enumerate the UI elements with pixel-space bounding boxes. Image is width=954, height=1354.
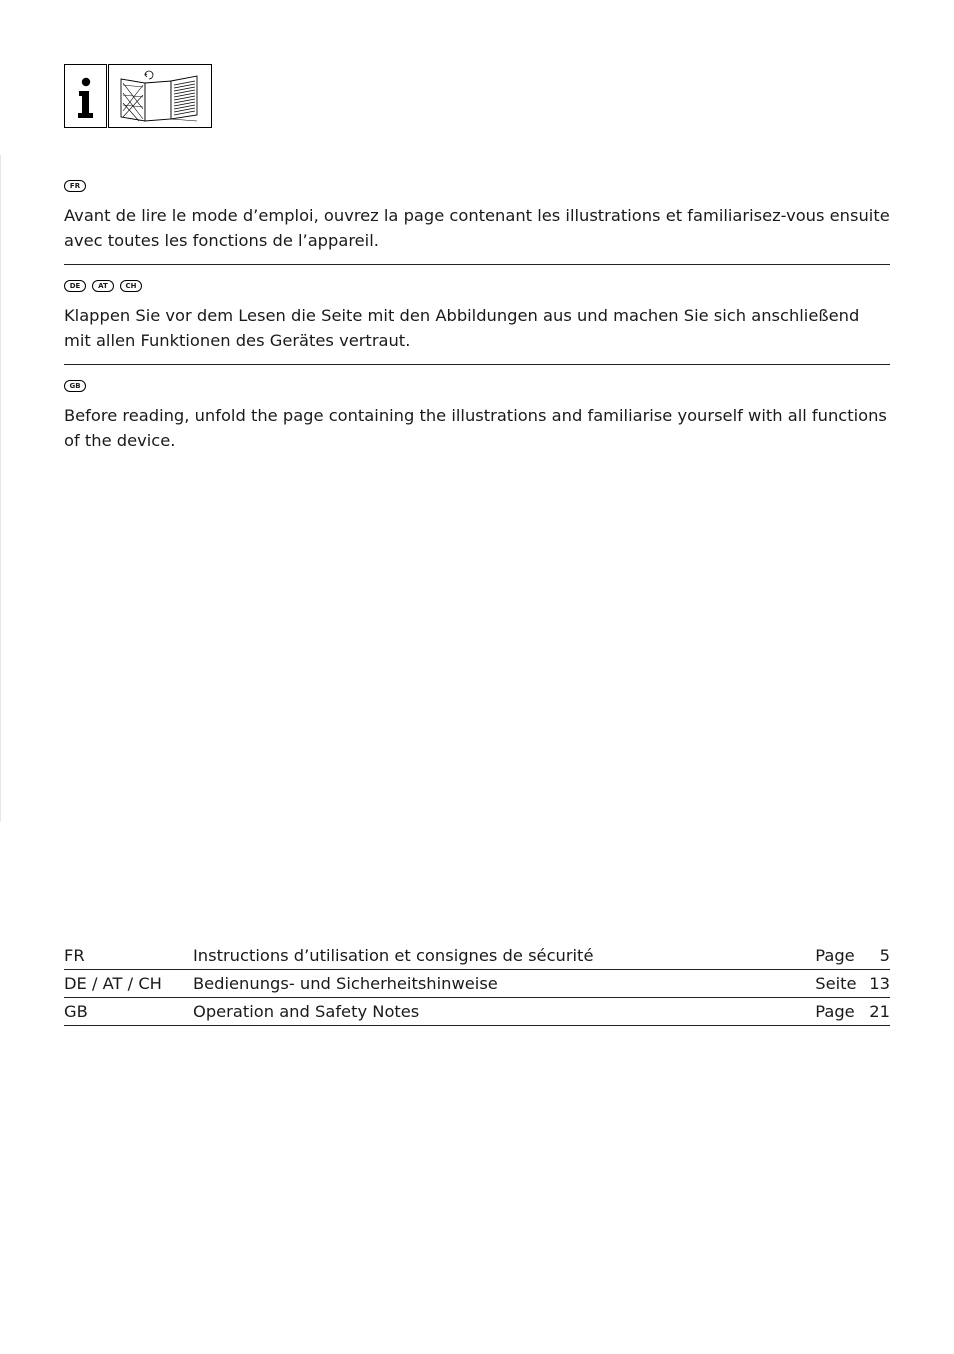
table-of-contents [64,942,890,1026]
section-text: Before reading, unfold the page containing the illustrations and familiarise yourself with all functions of the device. [64,406,887,450]
fold-out-page-icon [108,64,212,128]
table-row [64,942,890,970]
language-badge: DE [64,280,86,292]
language-badge: AT [92,280,114,292]
language-badges [64,380,890,394]
table-row [64,998,890,1026]
language-badge: GB [64,380,86,392]
divider [64,364,890,365]
toc-page-number: 21 [869,1002,890,1021]
section-fr [64,180,890,253]
language-badge: FR [64,180,86,192]
section-gb [64,380,890,453]
language-badges [64,280,890,294]
section-text: Klappen Sie vor dem Lesen die Seite mit den Abbildungen aus und machen Sie sich anschließend mit allen Funktionen des Gerätes vertraut. [64,306,860,350]
language-badge: CH [120,280,142,292]
section-de-at-ch [64,280,890,353]
toc-page-label: Page [815,1002,855,1021]
section-text: Avant de lire le mode d’emploi, ouvrez la page contenant les illustrations et familiarisez-vous ensuite avec toutes les fonctions de l’appareil. [64,206,890,250]
toc-language-code: FR [64,946,85,965]
toc-page-label: Page [815,946,855,965]
toc-language-code: DE / AT / CH [64,974,162,993]
toc-title: Bedienungs- und Sicherheitshinweise [193,974,498,993]
toc-title: Operation and Safety Notes [193,1002,420,1021]
info-icon [64,64,107,128]
language-badges [64,180,890,194]
table-row [64,970,890,998]
toc-page-label: Seite [815,974,857,993]
toc-page-number: 5 [879,946,890,965]
page-edge-line [0,155,1,822]
toc-language-code: GB [64,1002,88,1021]
toc-page-number: 13 [869,974,890,993]
toc-title: Instructions d’utilisation et consignes de sécurité [193,946,594,965]
divider [64,264,890,265]
